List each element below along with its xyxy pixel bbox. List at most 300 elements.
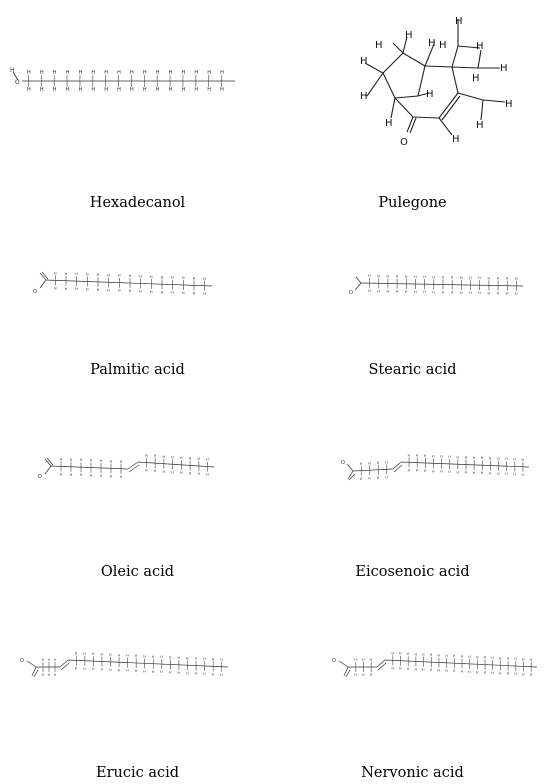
hydrogen-label: H	[437, 668, 440, 673]
hydrogen-label: H	[74, 666, 78, 671]
hydrogen-label: H	[203, 276, 206, 281]
hydrogen-label: H	[109, 667, 112, 672]
hydrogen-label: H	[83, 666, 86, 671]
chain-bond-ticks	[368, 274, 518, 296]
hydrogen-label: H	[100, 667, 103, 672]
hydrogen-label: H	[440, 469, 443, 474]
hydrogen-label: H	[450, 275, 454, 280]
hydrogen-label: H	[478, 276, 481, 281]
hydrogen-label: H	[143, 654, 146, 659]
hydrogen-label: H	[27, 70, 31, 76]
hydrogen-label: H	[529, 657, 533, 662]
hydrogen-label: H	[432, 290, 435, 295]
oleic-acid-structure	[0, 440, 275, 520]
hydrogen-label: H	[432, 469, 435, 474]
h-label: H	[428, 38, 436, 49]
hydrogen-label: H	[194, 87, 199, 93]
hydrogen-label: H	[422, 652, 425, 657]
hydrogen-label: H	[65, 70, 70, 76]
hydrogen-label: H	[414, 652, 417, 657]
hydrogen-label: H	[206, 472, 209, 477]
hydrogen-label: H	[194, 70, 199, 76]
hydrogen-label: H	[441, 290, 445, 295]
hydrogen-label: H	[377, 274, 380, 279]
hydrogen-label: H	[472, 455, 476, 460]
hydrogen-label: H	[415, 468, 419, 473]
hydrogen-label: H	[487, 276, 491, 281]
hydrogen-label: H	[522, 657, 525, 662]
erucic-acid-structure	[0, 640, 275, 720]
hydrogen-label: H	[144, 468, 148, 473]
hydrogen-label: H	[480, 456, 484, 461]
hydrogen-label: H	[407, 468, 411, 473]
molecule-stearic-acid	[275, 240, 550, 390]
hydrogen-label: H	[74, 651, 78, 656]
hydrogen-label: H	[469, 291, 472, 296]
hydrogen-label: H	[220, 70, 224, 76]
hydrogen-label: H	[119, 459, 123, 464]
hydrogen-label: H	[211, 672, 215, 677]
h-label: H	[500, 63, 508, 74]
h-label: H	[452, 134, 460, 145]
hydrogen-label: H	[188, 471, 192, 476]
hydrogen-label: H	[197, 457, 201, 462]
hydrogen-label: H	[75, 287, 78, 292]
hydrogen-label: H	[126, 653, 129, 658]
hydrogen-label: H	[395, 274, 399, 279]
oxygen-label: O	[341, 460, 345, 466]
hydrogen-label: H	[160, 275, 164, 280]
hydrogen-label: H	[464, 470, 468, 475]
h-label: H	[426, 89, 434, 100]
hydrogen-label: H	[53, 271, 57, 276]
hydrogen-label: H	[69, 457, 73, 462]
hydrogen-label: H	[181, 87, 186, 93]
hydrogen-label: H	[134, 654, 138, 659]
hydrogen-label: H	[445, 668, 448, 673]
hydrogen-label: H	[415, 453, 419, 458]
chain-bond-ticks	[408, 453, 525, 476]
caption-pulegone: Pulegone	[378, 195, 447, 211]
oxygen-label: O	[15, 79, 20, 86]
chain-bond-ticks	[75, 651, 223, 676]
hydrogen-label: H	[406, 667, 410, 672]
nervonic-acid-structure	[275, 640, 550, 720]
oxygen-label: O	[332, 658, 336, 664]
hydrogen-label: H	[499, 671, 502, 676]
hydrogen-label: H	[395, 289, 399, 294]
hydrogen-label: H	[456, 470, 459, 475]
hydrogen-label: H	[104, 87, 109, 93]
chain-bond-ticks	[54, 271, 206, 295]
hydrogen-label: H	[480, 471, 484, 476]
hydrogen-label: H	[459, 290, 463, 295]
hydrogen-label: H	[139, 274, 142, 279]
h-label: H	[439, 40, 447, 51]
hydrogen-label: H	[376, 475, 380, 480]
hydrogen-label: H	[85, 287, 89, 292]
hydrogen-label: H	[109, 474, 113, 479]
hydrogen-label: H	[429, 653, 433, 658]
hydrogen-label: H	[47, 673, 51, 677]
hydrogen-label: H	[179, 470, 183, 475]
hydrogen-label: H	[59, 457, 63, 462]
molecule-palmitic-acid	[0, 240, 275, 390]
caption-stearic-acid: Stearic acid	[368, 362, 457, 378]
hydrogen-label: H	[160, 670, 163, 675]
hydrogen-label: H	[497, 471, 500, 476]
hydrogen-label: H	[52, 87, 57, 93]
hydrogen-label: H	[192, 291, 196, 296]
palmitic-acid-structure	[0, 240, 275, 320]
hydrogen-label: H	[497, 456, 500, 461]
hydrogen-label: H	[491, 671, 494, 676]
hydrogen-label: H	[423, 275, 426, 280]
hydrogen-label: H	[168, 87, 173, 93]
hydrogen-label: H	[99, 459, 103, 463]
hydrogen-label: H	[39, 87, 44, 93]
pulegone-structure	[275, 0, 550, 180]
oxygen-label: O	[349, 290, 353, 296]
h-label: H	[385, 118, 393, 129]
hydrogen-label: H	[468, 654, 471, 659]
hydrogen-label: H	[506, 656, 510, 661]
hydrogen-label: H	[505, 291, 509, 296]
hydrogen-label: H	[459, 275, 463, 280]
oxygen-label: O	[400, 137, 408, 148]
hydrogen-label: H	[65, 87, 70, 93]
hydrogen-label: H	[41, 673, 45, 677]
hydrogen-label: H	[469, 276, 472, 281]
hydrogen-label: H	[168, 70, 173, 76]
hydrogen-label: H	[521, 457, 524, 462]
hydrogen-label: H	[529, 672, 533, 677]
hydrogen-label: H	[220, 657, 223, 662]
hydrogen-label: H	[171, 290, 174, 295]
hydrogen-label: H	[91, 667, 95, 672]
hydrogen-label: H	[414, 667, 417, 672]
hydrogen-label: H	[155, 70, 160, 76]
hydrogen-label: H	[414, 274, 417, 279]
hydrogen-label: H	[89, 473, 93, 478]
hydrogen-label: H	[177, 655, 180, 660]
hydrogen-label: H	[153, 454, 157, 459]
hydrogen-label: H	[452, 654, 456, 659]
hydrogen-label: H	[475, 670, 479, 675]
hydrogen-label: H	[359, 461, 363, 466]
hydrogen-label: H	[521, 472, 524, 477]
hydrogen-label: H	[83, 651, 86, 656]
oxygen-label: O	[33, 289, 37, 295]
caption-eicosenoic-acid: Eicosenoic acid	[355, 564, 470, 580]
caption-hexadecanol: Hexadecanol	[89, 195, 186, 211]
hydrogen-label: H	[448, 454, 451, 459]
hydrogen-label: H	[96, 272, 100, 277]
hydrogen-label: H	[491, 656, 494, 661]
hydrogen-label: H	[423, 454, 427, 458]
hydrogen-label: H	[142, 70, 147, 76]
hydrogen-label: H	[186, 671, 189, 676]
molecule-nervonic-acid	[275, 640, 550, 784]
hydrogen-label: H	[513, 457, 516, 462]
hydrogen-label: H	[506, 671, 510, 676]
hydrogen-label: H	[505, 276, 509, 281]
hydrogen-label: H	[168, 670, 172, 675]
hydrogen-label: H	[391, 651, 394, 656]
hydrogen-label: H	[499, 656, 502, 661]
hydrogen-label: H	[203, 672, 206, 677]
hydrogen-label: H	[181, 276, 185, 281]
hydrogen-label: H	[27, 87, 31, 93]
hydrogen-label: H	[483, 670, 487, 675]
molecule-eicosenoic-acid	[275, 440, 550, 590]
hydrogen-label: H	[64, 271, 68, 276]
hydrogen-label: H	[391, 666, 394, 671]
hydrogen-label: H	[64, 286, 68, 291]
hydrogen-label: H	[432, 275, 435, 280]
hydrogen-label: H	[432, 454, 435, 459]
hydrogen-label: H	[179, 455, 183, 460]
hydrogen-label: H	[456, 455, 459, 460]
hydrogen-label: H	[203, 657, 206, 662]
hydrogen-label: H	[414, 289, 417, 294]
hydrogen-label: H	[522, 672, 525, 677]
hydrogen-label: H	[369, 658, 373, 662]
hydrogen-label: H	[128, 289, 132, 294]
hydrogen-label: H	[128, 274, 132, 279]
chain-bond-ticks	[354, 658, 372, 677]
hydrogen-label: H	[441, 275, 445, 280]
chain-bond-ticks	[145, 454, 209, 477]
hydrogen-label: H	[117, 288, 121, 293]
hydrogen-label: H	[377, 289, 380, 294]
hydrogen-label: H	[468, 669, 471, 674]
hydrogen-label: H	[149, 274, 153, 279]
molecule-hexadecanol	[0, 0, 275, 220]
hydrogen-label: H	[144, 453, 148, 458]
hydrogen-label: H	[171, 275, 174, 280]
hydrogen-label: H	[100, 652, 103, 657]
hydrogen-label: H	[489, 456, 492, 461]
hydrogen-label: H	[206, 457, 209, 462]
hydrogen-label: H	[515, 291, 518, 296]
hydrogen-label: H	[354, 673, 357, 677]
hydrogen-label: H	[186, 656, 189, 661]
hydrogen-label: H	[515, 276, 518, 281]
hydrogen-label: H	[478, 291, 481, 296]
hydrogen-label: H	[117, 87, 121, 93]
hydrogen-label: H	[407, 453, 411, 458]
h-label: H	[476, 41, 484, 52]
caption-oleic-acid: Oleic acid	[100, 564, 175, 580]
hydrogen-label: H	[514, 657, 517, 662]
hydrogen-label: H	[41, 658, 45, 662]
hydrogen-label: H	[194, 656, 198, 661]
molecule-erucic-acid	[0, 640, 275, 784]
hydrogen-label: H	[160, 290, 164, 295]
hydrogen-label: H	[354, 658, 357, 662]
hydrogen-label: H	[171, 455, 174, 460]
hydrogen-label: H	[47, 658, 51, 662]
hydrogen-label: H	[69, 472, 73, 477]
hydrogen-label: H	[487, 291, 491, 296]
hydrogen-label: H	[177, 670, 180, 675]
hydrogen-label: H	[386, 289, 390, 294]
hydrogen-label: H	[75, 272, 78, 277]
hydrogen-label: H	[475, 655, 479, 660]
h-label: H	[455, 16, 463, 27]
hydrogen-label: H	[181, 291, 185, 296]
hydrogen-label: H	[368, 476, 371, 481]
hydrogen-label: H	[404, 289, 408, 294]
hydrogen-label: H	[362, 658, 365, 662]
pulegone-atom-labels	[360, 16, 513, 148]
hydrogen-label: H	[99, 474, 103, 478]
hydrogen-label: H	[362, 673, 365, 677]
hydrogen-label: H	[119, 474, 123, 479]
hydrogen-label: H	[514, 672, 517, 677]
hydrogen-label: H	[220, 87, 224, 93]
hydrogen-label: H	[376, 460, 380, 465]
hydrogen-label: H	[368, 289, 371, 294]
hydrogen-label: H	[452, 669, 456, 674]
chain-bond-ticks	[42, 658, 57, 677]
oxygen-label: O	[38, 474, 42, 480]
hydrogen-label: H	[107, 273, 110, 278]
hydrogen-label: H	[399, 651, 402, 656]
hydrogen-label: H	[78, 70, 83, 76]
hydrogen-label: H	[423, 469, 427, 473]
hydrogen-label: H	[78, 87, 83, 93]
hydrogen-label: H	[117, 70, 121, 76]
hydrogen-label: H	[52, 70, 57, 76]
hydrogen-label: H	[39, 70, 44, 76]
hydrogen-label: H	[385, 475, 388, 480]
hydrogen-label: H	[79, 458, 83, 463]
hydrogen-label: H	[130, 87, 134, 93]
caption-erucic-acid: Erucic acid	[95, 765, 180, 781]
hydrogen-label: H	[89, 458, 93, 463]
hydrogen-label: H	[445, 653, 448, 658]
hydrogen-label: H	[188, 456, 192, 461]
hydrogen-label: H	[104, 70, 109, 76]
hydrogen-label: H	[149, 289, 153, 294]
hydrogen-label: H	[109, 652, 112, 657]
hydrogen-label: H	[134, 669, 138, 674]
hydrogen-label: H	[79, 473, 83, 478]
hydrogen-label: H	[386, 274, 390, 279]
hydrogen-label: H	[139, 289, 142, 294]
hydrogen-label: H	[385, 460, 388, 465]
stearic-acid-structure	[275, 240, 550, 320]
hydrogen-label: H	[53, 286, 57, 291]
hydrogen-label: H	[211, 657, 215, 662]
hydrogen-label: H	[155, 87, 160, 93]
hydrogen-label: H	[126, 668, 129, 673]
hydrogen-label: H	[207, 87, 212, 93]
h-label: H	[360, 91, 368, 102]
hexadecanol-structure	[0, 0, 275, 180]
hydrogen-label: H	[59, 472, 63, 477]
hydrogen-label: H	[496, 291, 500, 296]
hydrogen-label: H	[117, 653, 121, 658]
hydrogen-label: H	[423, 290, 426, 295]
hydrogen-label: H	[440, 454, 443, 459]
caption-nervonic-acid: Nervonic acid	[361, 765, 464, 781]
hydrogen-label: H	[406, 652, 410, 657]
hydrogen-label: H	[429, 668, 433, 673]
molecule-pulegone	[275, 0, 550, 220]
hydrogen-label: H	[117, 668, 121, 673]
hydrogen-label: H	[53, 658, 57, 662]
hydrogen-label: H	[162, 469, 166, 474]
hydrogen-label: H	[107, 288, 110, 293]
h-label: H	[405, 30, 413, 41]
hydrogen-label: H	[85, 272, 89, 277]
hydrogen-label: H	[368, 274, 371, 279]
hydrogen-label: H	[422, 667, 425, 672]
chain-bond-ticks	[27, 70, 224, 93]
hydrogen-label: H	[207, 70, 212, 76]
hydrogen-label: H	[171, 470, 174, 475]
hydrogen-label: H	[448, 469, 451, 474]
hydrogen-label: H	[472, 470, 476, 475]
hydrogen-label: H	[369, 673, 373, 677]
hydrogen-label: H	[464, 455, 468, 460]
hydrogen-label: H	[505, 472, 508, 477]
h-label: H	[505, 99, 513, 110]
hydrogen-label: H	[153, 469, 157, 474]
hydrogen-label: H	[91, 652, 95, 657]
hydrogen-label: H	[460, 654, 464, 659]
hydrogen-label: H	[160, 655, 163, 660]
hydrogen-label: H	[220, 672, 223, 677]
hydrogen-label: H	[143, 669, 146, 674]
hydrogen-label: H	[368, 461, 371, 466]
hydrogen-label: H	[96, 287, 100, 292]
hydrogen-label: H	[117, 273, 121, 278]
hydrogen-label: H	[513, 472, 516, 477]
hydrogen-label: H	[450, 290, 454, 295]
hydrogen-label: H	[142, 87, 147, 93]
hydrogen-label: H	[162, 454, 166, 459]
hydrogen-label: H	[151, 669, 155, 674]
hydrogen-label: H	[91, 87, 96, 93]
hydrogen-label: H	[399, 666, 402, 671]
hydrogen-label: H	[151, 654, 155, 659]
hydrogen-label: H	[197, 472, 201, 477]
hydrogen-label: H	[53, 673, 57, 677]
hydrogen-label: H	[203, 291, 206, 296]
hydrogen-label: H	[437, 653, 440, 658]
eicosenoic-acid-structure	[275, 440, 550, 520]
chain-bond-ticks	[391, 651, 532, 676]
hydrogen-label: H	[359, 476, 363, 481]
hydrogen-label: H	[483, 655, 487, 660]
caption-palmitic-acid: Palmitic acid	[90, 362, 185, 378]
hydrogen-label: H	[460, 669, 464, 674]
h-label: H	[476, 120, 484, 131]
hydrogen-label: H	[181, 70, 186, 76]
hydrogen-label: H	[192, 276, 196, 281]
hydroxyl-h-label: H	[10, 67, 15, 74]
molecule-oleic-acid	[0, 440, 275, 590]
hydrogen-label: H	[91, 70, 96, 76]
hydrogen-label: H	[168, 655, 172, 660]
hydrogen-label: H	[194, 671, 198, 676]
h-label: H	[472, 73, 480, 84]
hydrogen-label: H	[109, 459, 113, 464]
